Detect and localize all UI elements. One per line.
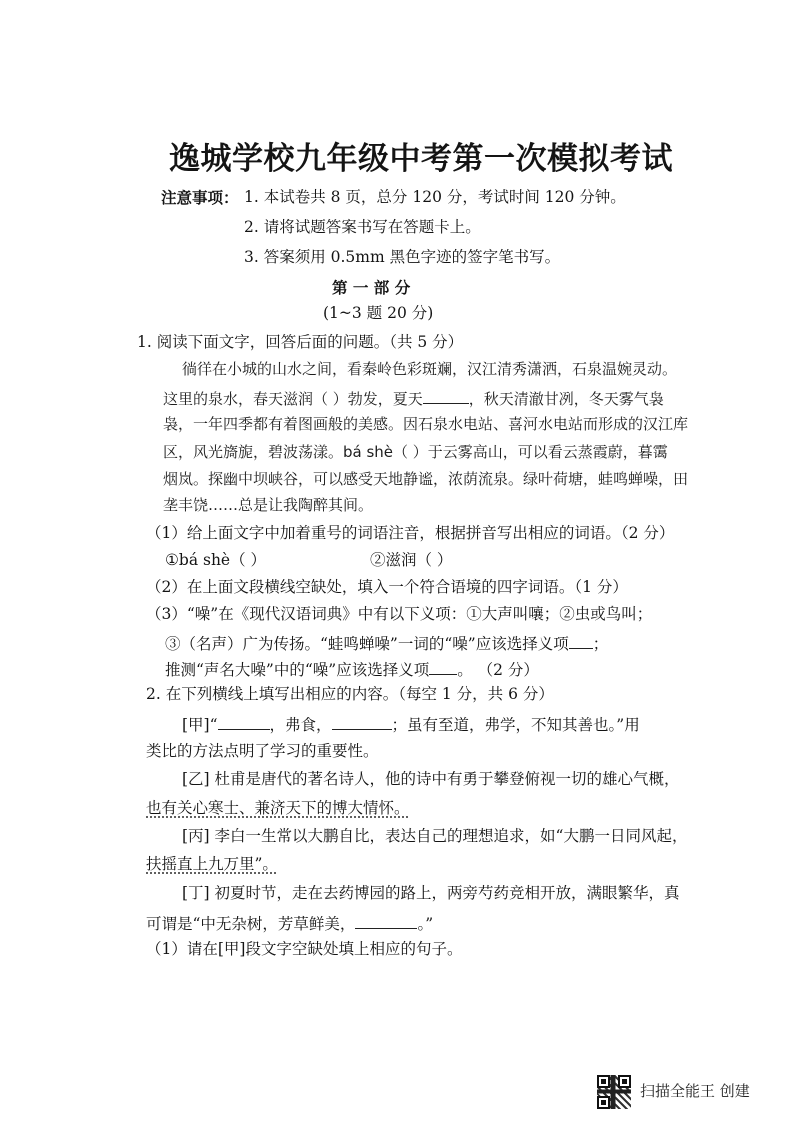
q1-passage-line-1: 徜徉在小城的山水之间，看秦岭色彩斑斓，汉江清秀潇洒，石泉温婉灵动。 (182, 360, 678, 378)
section-heading: 第 一 部 分 (332, 278, 411, 297)
q1-sub1-zirun-blank: ②滋润（ ） (370, 551, 453, 569)
q1-passage-line-4: 区，风光旖旎，碧波荡漾。bá shè（ ）于云雾高山，可以看云蒸霞蔚，暮霭 (163, 443, 668, 461)
note-item-1: 1. 本试卷共 8 页，总分 120 分，考试时间 120 分钟。 (244, 188, 626, 206)
scanner-watermark: 扫描全能王 创建 (640, 1082, 750, 1100)
q1-sub3-line-3: 推测“声名大噪”中的“噪”应该选择义项 。 （2 分） (165, 661, 539, 679)
q1-stem: 1. 阅读下面文字，回答后面的问题。（共 5 分） (137, 333, 464, 351)
q2-ding-line-1: [丁] 初夏时节，走在去药博园的路上，两旁芍药竞相开放，满眼繁华，真 (182, 884, 680, 902)
q1-sub3-line-2: ③（名声）广为传扬。“蛙鸣蝉噪”一词的“噪”应该选择义项 ； (165, 635, 609, 653)
q1-sub1: （1）给上面文字中加着重号的词语注音，根据拼音写出相应的词语。（2 分） (146, 524, 675, 542)
q2-stem: 2. 在下列横线上填写出相应的内容。（每空 1 分，共 6 分） (146, 685, 554, 703)
section-subheading: (1~3 题 20 分) (323, 304, 434, 322)
q2-yi-line-1: [乙] 杜甫是唐代的著名诗人，他的诗中有勇于攀登俯视一切的雄心气概， (182, 770, 680, 788)
q1-passage-line-5: 烟岚。探幽中坝峡谷，可以感受天地静谧，浓荫流泉。绿叶荷塘，蛙鸣蝉噪，田 (163, 470, 689, 488)
q2-ding-line-2: 可谓是“中无杂树，芳草鲜美， 。” (146, 915, 434, 933)
note-item-3: 3. 答案须用 0.5mm 黑色字迹的签字笔书写。 (244, 248, 561, 266)
q2-sub1: （1）请在[甲]段文字空缺处填上相应的句子。 (146, 940, 463, 958)
q2-bing-line-1: [丙] 李白一生常以大鹏自比，表达自己的理想追求，如“大鹏一日同风起， (182, 827, 688, 845)
q1-sub2: （2）在上面文段横线空缺处，填入一个符合语境的四字词语。（1 分） (146, 578, 628, 596)
qr-code-icon (597, 1075, 631, 1109)
q1-sub1-pinyin-blank: ①bá shè（ ） (165, 551, 267, 569)
q1-passage-line-6: 垄丰饶……总是让我陶醉其间。 (163, 496, 374, 514)
q2-yi-line-2: 也有关心寒士、兼济天下的博大情怀。 (146, 799, 410, 817)
note-item-2: 2. 请将试题答案书写在答题卡上。 (244, 218, 481, 236)
q1-passage-line-2: 这里的泉水，春天滋润（ ）勃发，夏天 ，秋天清澈甘冽，冬天雾气袅 (163, 390, 664, 408)
q2-bing-line-2: 扶摇直上九万里”。 (146, 855, 278, 873)
q2-jia-line-2: 类比的方法点明了学习的重要性。 (146, 742, 379, 760)
q1-sub3-line-1: （3）“噪”在《现代汉语词典》中有以下义项：①大声叫嚷；②虫或鸟叫； (146, 605, 653, 623)
q1-passage-line-3: 袅，一年四季都有着图画般的美感。因石泉水电站、喜河水电站而形成的汉江库 (163, 415, 689, 433)
notes-label: 注意事项： (161, 188, 239, 207)
q2-jia-line-1: [甲]“ ，弗食， ；虽有至道，弗学，不知其善也。”用 (182, 716, 640, 734)
exam-title: 逸城学校九年级中考第一次模拟考试 (169, 141, 673, 177)
